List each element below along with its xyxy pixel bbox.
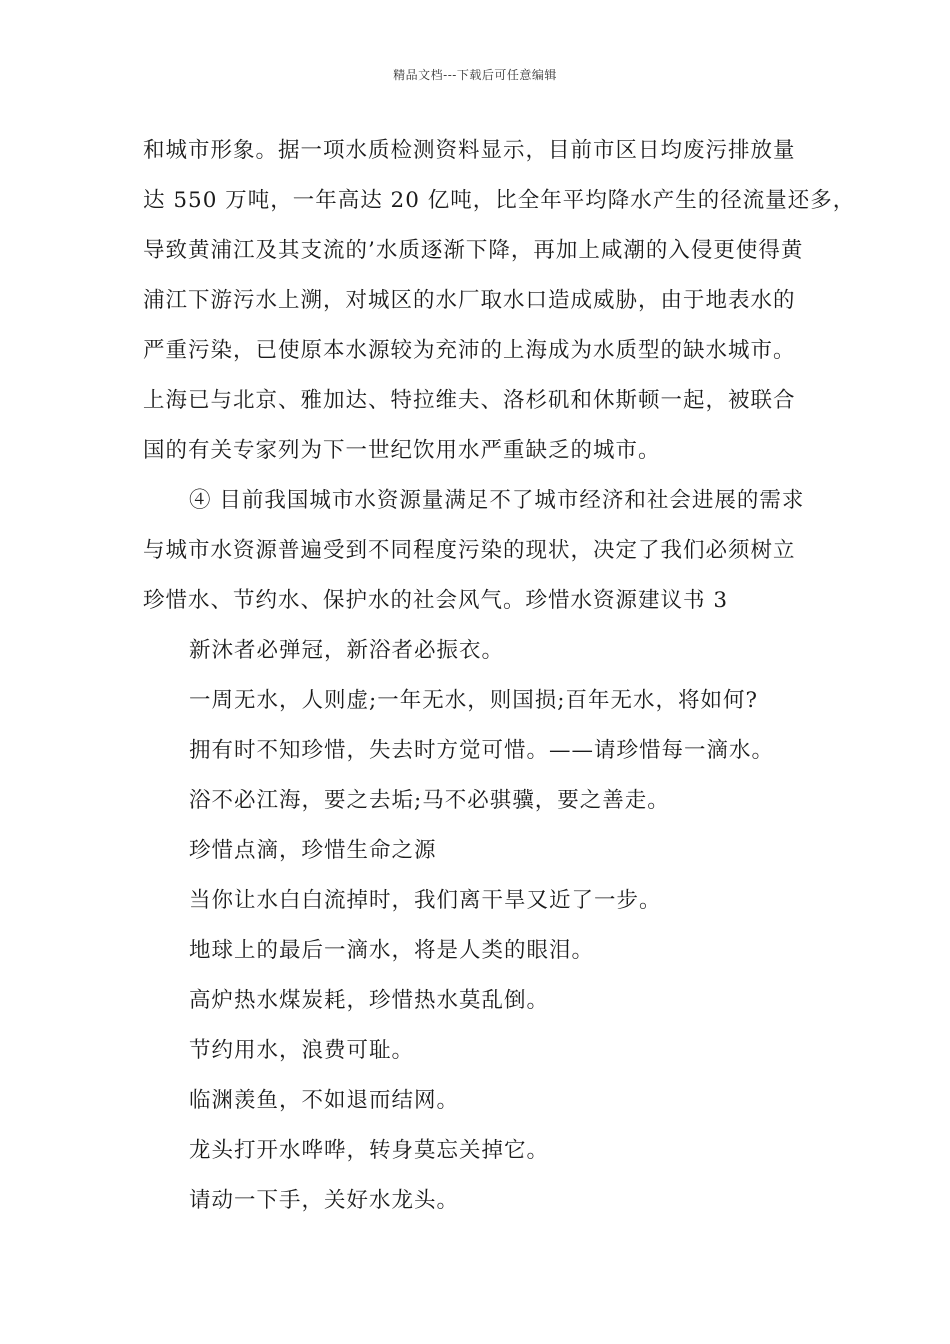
slogan-line: 新沐者必弹冠，新浴者必振衣。 xyxy=(189,638,505,663)
text-line: 与城市水资源普遍受到不同程度污染的现状，决定了我们必须树立 xyxy=(143,538,796,563)
slogan-line: 临渊羡鱼，不如退而结网。 xyxy=(189,1088,460,1113)
text-line: 达 550 万吨，一年高达 20 亿吨，比全年平均降水产生的径流量还多， xyxy=(143,188,856,213)
paragraph-start-line: ④ 目前我国城市水资源量满足不了城市经济和社会进展的需求 xyxy=(189,488,805,513)
text-line: 浦江下游污水上溯，对城区的水厂取水口造成威胁，由于地表水的 xyxy=(143,288,796,313)
text-line: 珍惜水、节约水、保护水的社会风气。珍惜水资源建议书 3 xyxy=(143,588,729,613)
slogan-line: 节约用水，浪费可耻。 xyxy=(189,1038,415,1063)
document-body xyxy=(143,126,856,1226)
slogan-line: 拥有时不知珍惜，失去时方觉可惜。——请珍惜每一滴水。 xyxy=(189,738,775,763)
slogan-line: 当你让水白白流掉时，我们离干旱又近了一步。 xyxy=(189,888,662,913)
slogan-line: 浴不必江海，要之去垢;马不必骐骥，要之善走。 xyxy=(189,788,670,813)
slogan-line: 高炉热水煤炭耗，珍惜热水莫乱倒。 xyxy=(189,988,550,1013)
slogan-line: 珍惜点滴，珍惜生命之源 xyxy=(189,838,437,863)
text-line: 上海已与北京、雅加达、特拉维夫、洛杉矶和休斯顿一起，被联合 xyxy=(143,388,796,413)
slogan-line: 请动一下手，关好水龙头。 xyxy=(189,1188,460,1213)
text-line: 和城市形象。据一项水质检测资料显示，目前市区日均废污排放量 xyxy=(143,138,796,163)
text-line: 导致黄浦江及其支流的’水质逐渐下降，再加上咸潮的入侵更使得黄 xyxy=(143,238,804,263)
text-line: 国的有关专家列为下一世纪饮用水严重缺乏的城市。 xyxy=(143,438,661,463)
slogan-line: 龙头打开水哗哗，转身莫忘关掉它。 xyxy=(189,1138,550,1163)
text-line: 严重污染，已使原本水源较为充沛的上海成为水质型的缺水城市。 xyxy=(143,338,796,363)
slogan-line: 地球上的最后一滴水，将是人类的眼泪。 xyxy=(189,938,595,963)
page-header: 精品文档---下载后可任意编辑 xyxy=(393,68,557,82)
slogan-line: 一周无水，人则虚;一年无水，则国损;百年无水，将如何? xyxy=(189,688,759,713)
